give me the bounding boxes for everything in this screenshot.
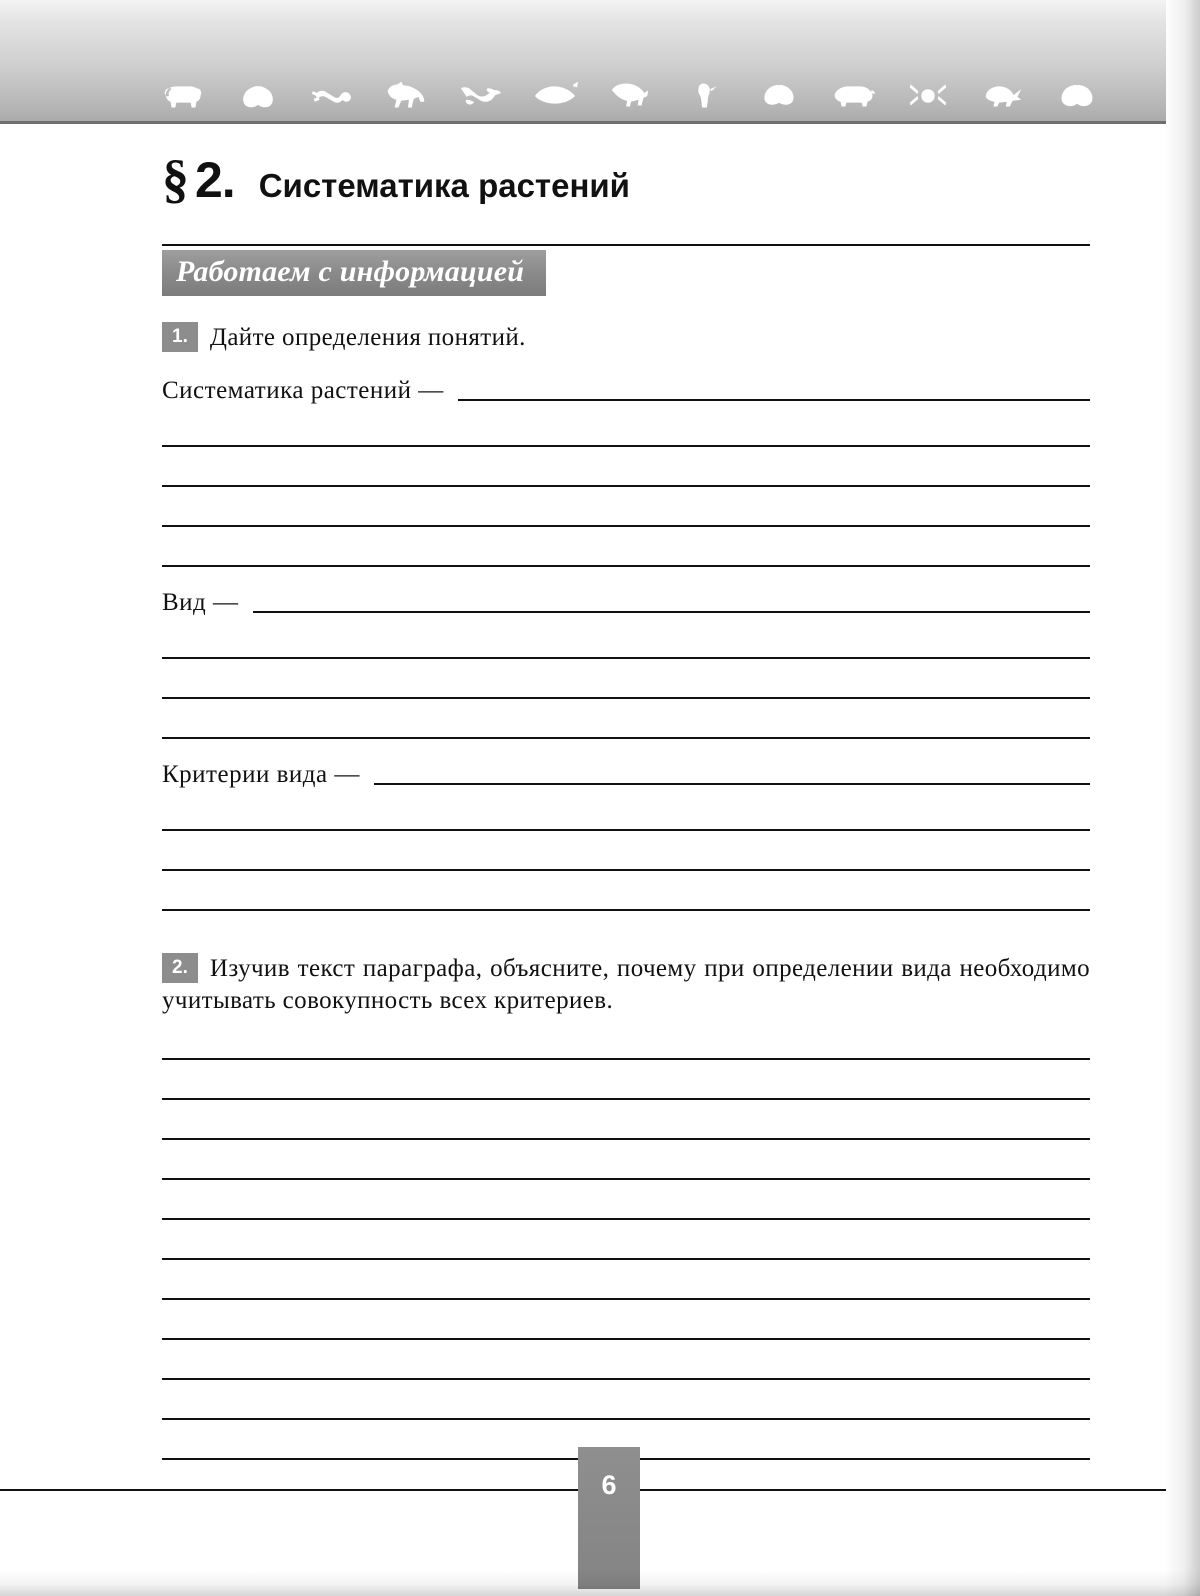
scorpion-icon: [309, 80, 355, 110]
answer-line[interactable]: [162, 1338, 1090, 1340]
page-number: 6: [601, 1470, 617, 1500]
task-1-number: 1.: [162, 322, 198, 352]
answer-line[interactable]: [374, 783, 1090, 785]
answer-line[interactable]: [162, 909, 1090, 911]
answer-line[interactable]: [162, 737, 1090, 739]
animal-silhouette-row: [160, 78, 1100, 112]
task-1-heading: [162, 322, 1090, 355]
task-2-number: 2.: [162, 953, 198, 983]
task-1: [162, 322, 1090, 911]
butterfly-icon: [1054, 80, 1100, 110]
horse-icon: [384, 80, 430, 110]
answer-line[interactable]: [162, 657, 1090, 659]
page-title: [162, 149, 1090, 209]
term-label: Вид —: [162, 588, 239, 616]
header-bottom-rule: [0, 121, 1166, 124]
term-row-species: [162, 589, 1090, 619]
answer-line[interactable]: [162, 1258, 1090, 1260]
chapter-title-text: Систематика растений: [258, 167, 630, 204]
boar-icon: [831, 80, 877, 110]
answer-line[interactable]: [253, 611, 1090, 613]
rodent-icon: [980, 80, 1026, 110]
answer-line[interactable]: [162, 1418, 1090, 1420]
section-sign: §: [162, 149, 189, 209]
answer-line[interactable]: [162, 1178, 1090, 1180]
page-content: [162, 128, 1090, 1460]
term-row-systematics: [162, 377, 1090, 407]
spider-icon: [905, 80, 951, 110]
title-divider: [162, 244, 1090, 246]
task-2-heading: [162, 953, 1090, 1018]
term-label: Систематика растений —: [162, 376, 444, 404]
answer-line[interactable]: [162, 1298, 1090, 1300]
answer-line[interactable]: [162, 525, 1090, 527]
answer-line[interactable]: [162, 1138, 1090, 1140]
header-decoration-band: [0, 0, 1166, 124]
answer-line[interactable]: [162, 697, 1090, 699]
answer-line[interactable]: [162, 829, 1090, 831]
lizard-icon: [458, 80, 504, 110]
task-2: [162, 953, 1090, 1460]
section-badge: Работаем с информацией: [162, 250, 546, 296]
answer-line[interactable]: [162, 1058, 1090, 1060]
term-label: Критерии вида —: [162, 760, 360, 788]
moth-icon: [756, 80, 802, 110]
answer-line[interactable]: [162, 565, 1090, 567]
answer-line[interactable]: [162, 1218, 1090, 1220]
page-number-tab: [578, 1447, 640, 1589]
answer-line[interactable]: [162, 869, 1090, 871]
term-row-species-criteria: [162, 761, 1090, 791]
whale-icon: [533, 80, 579, 110]
answer-line[interactable]: [162, 445, 1090, 447]
task-2-text: Изучив текст параграфа, объясните, почему при определении вида необходимо учитывать совокупность всех критериев.: [162, 954, 1090, 1015]
answer-line[interactable]: [162, 1098, 1090, 1100]
answer-line[interactable]: [162, 485, 1090, 487]
answer-line[interactable]: [162, 1378, 1090, 1380]
page-edge-shadow-right: [1164, 0, 1200, 1596]
answer-line[interactable]: [458, 399, 1090, 401]
butterfly-icon: [235, 80, 281, 110]
dog-icon: [607, 80, 653, 110]
bird-icon: [682, 80, 728, 110]
task-1-text: Дайте определения понятий.: [209, 324, 526, 352]
bison-icon: [160, 80, 206, 110]
chapter-number: 2.: [195, 152, 235, 208]
